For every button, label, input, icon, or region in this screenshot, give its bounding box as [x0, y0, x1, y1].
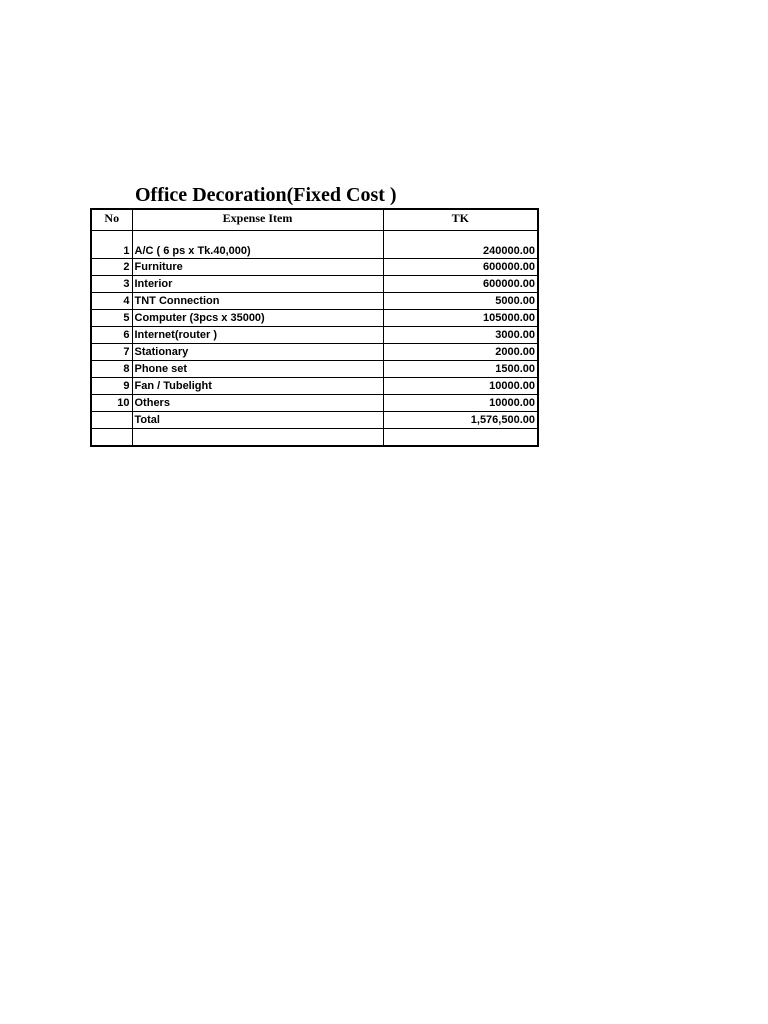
row-tk: 10000.00 — [383, 395, 538, 412]
blank-row — [91, 429, 538, 447]
table-row — [91, 378, 538, 395]
blank-cell — [132, 429, 383, 447]
row-tk: 2000.00 — [383, 344, 538, 361]
row-no: 2 — [91, 259, 132, 276]
row-no: 4 — [91, 293, 132, 310]
row-item: Others — [132, 395, 383, 412]
table-row — [91, 276, 538, 293]
table-row — [91, 344, 538, 361]
header-row — [91, 209, 538, 231]
table-row — [91, 327, 538, 344]
row-no: 9 — [91, 378, 132, 395]
blank-cell — [91, 429, 132, 447]
total-value: 1,576,500.00 — [383, 412, 538, 429]
row-item: Interior — [132, 276, 383, 293]
row-no: 5 — [91, 310, 132, 327]
row-no: 7 — [91, 344, 132, 361]
row-tk: 600000.00 — [383, 276, 538, 293]
row-no: 3 — [91, 276, 132, 293]
table-row — [91, 310, 538, 327]
expense-table — [90, 208, 539, 447]
row-item: A/C ( 6 ps x Tk.40,000) — [132, 231, 383, 259]
row-item: Internet(router ) — [132, 327, 383, 344]
row-tk: 600000.00 — [383, 259, 538, 276]
table-row — [91, 293, 538, 310]
header-tk: TK — [383, 209, 538, 231]
total-row — [91, 412, 538, 429]
row-item: Computer (3pcs x 35000) — [132, 310, 383, 327]
header-expense-item: Expense Item — [132, 209, 383, 231]
header-no: No — [91, 209, 132, 231]
row-no: 10 — [91, 395, 132, 412]
table-row — [91, 395, 538, 412]
row-item: Fan / Tubelight — [132, 378, 383, 395]
row-tk: 3000.00 — [383, 327, 538, 344]
row-tk: 10000.00 — [383, 378, 538, 395]
row-item: TNT Connection — [132, 293, 383, 310]
row-tk: 1500.00 — [383, 361, 538, 378]
sheet-title: Office Decoration(Fixed Cost ) — [135, 184, 397, 206]
row-tk: 240000.00 — [383, 231, 538, 259]
blank-cell — [383, 429, 538, 447]
table-row — [91, 361, 538, 378]
row-item: Furniture — [132, 259, 383, 276]
row-item: Stationary — [132, 344, 383, 361]
row-item: Phone set — [132, 361, 383, 378]
total-no-cell — [91, 412, 132, 429]
row-tk: 5000.00 — [383, 293, 538, 310]
row-no: 6 — [91, 327, 132, 344]
table-row — [91, 259, 538, 276]
row-no: 1 — [91, 231, 132, 259]
total-label: Total — [132, 412, 383, 429]
row-tk: 105000.00 — [383, 310, 538, 327]
table-row — [91, 231, 538, 259]
row-no: 8 — [91, 361, 132, 378]
